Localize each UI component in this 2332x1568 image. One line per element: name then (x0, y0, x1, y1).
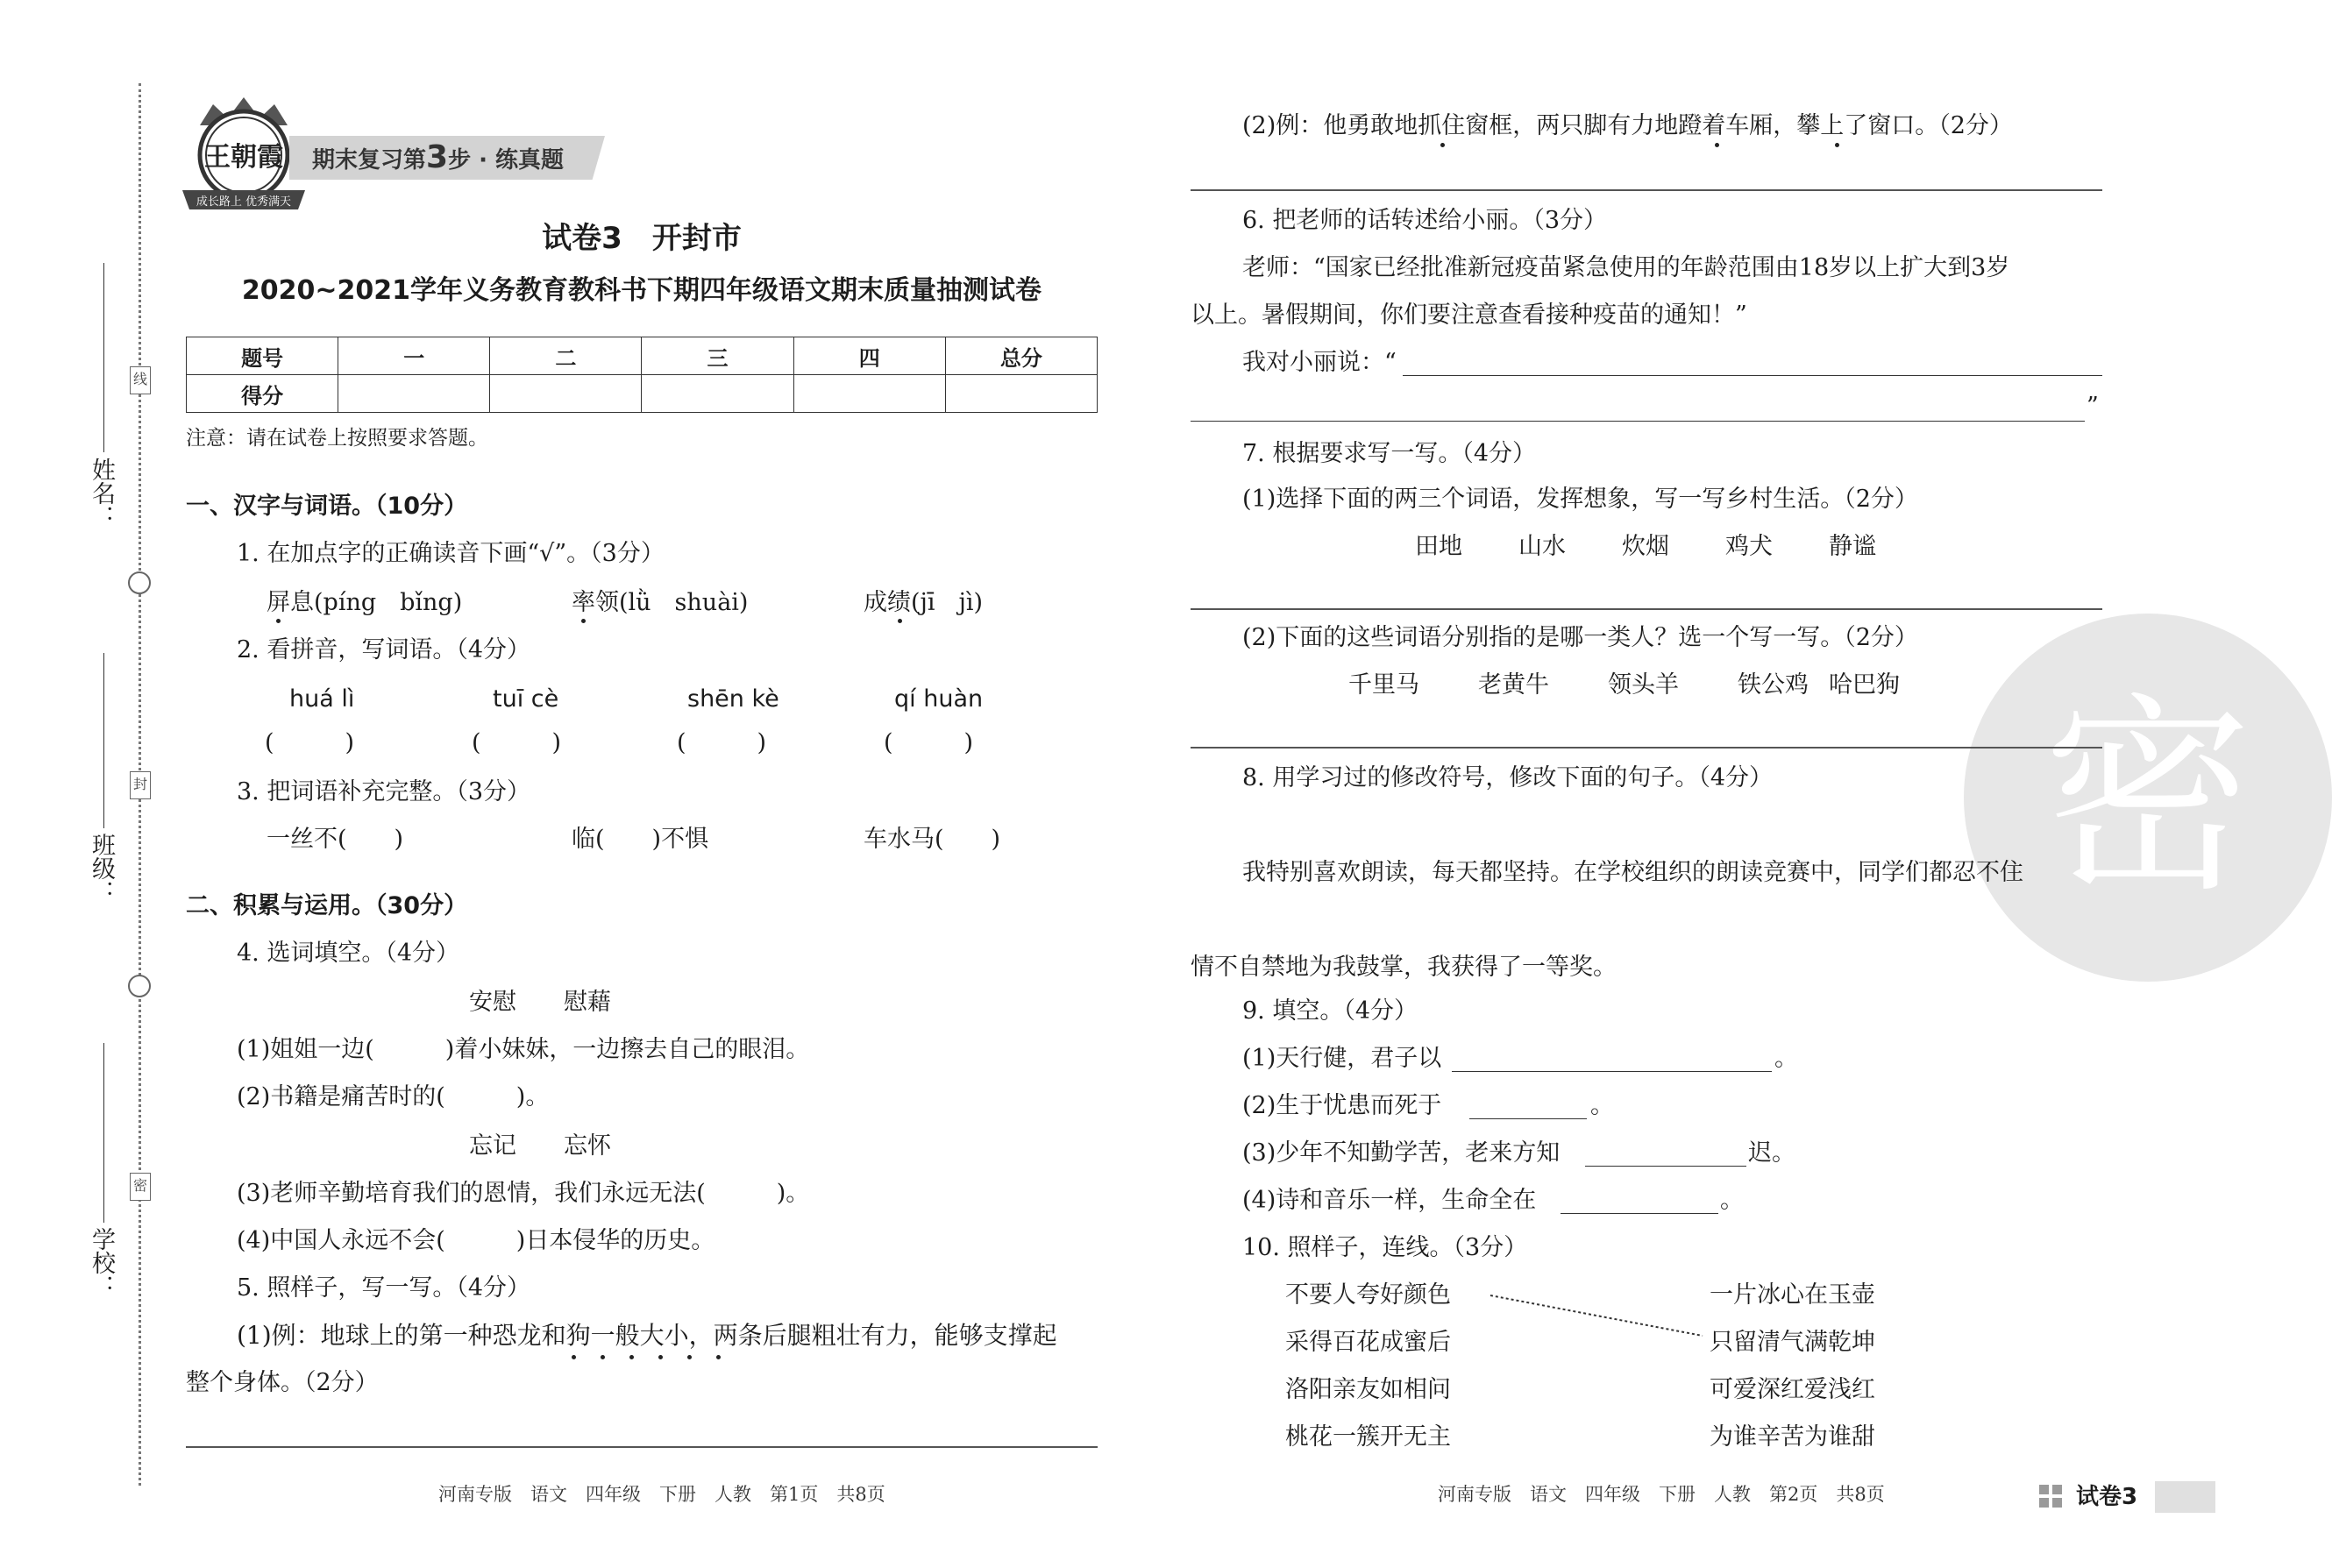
section-2-heading: 二、积累与运用。（30分） (186, 892, 468, 919)
q6-quote-line-a: 老师：“国家已经批准新冠疫苗紧急使用的年龄范围由18岁以上扩大到3岁 (1242, 254, 2010, 281)
q10-left-1[interactable]: 不要人夸好颜色 (1285, 1281, 1451, 1309)
q9-3-end: 迟。 (1748, 1139, 1795, 1167)
q9-2-end: 。 (1590, 1092, 1614, 1119)
seal-char-line: 线 (130, 366, 151, 394)
emphasis-dot (581, 619, 586, 623)
q7-2-word-5: 哈巴狗 (1829, 671, 1900, 699)
q6-answer-line-2[interactable] (1191, 421, 2085, 422)
q6-prompt: 6. 把老师的话转述给小丽。（3分） (1242, 207, 1608, 234)
q9-4-lead: (4)诗和音乐一样，生命全在 (1242, 1187, 1537, 1214)
seal-char-secret: 密 (130, 1173, 151, 1201)
class-field[interactable] (103, 653, 104, 828)
score-col-4: 四 (793, 337, 945, 375)
q7-2-prompt: (2)下面的这些词语分别指的是哪一类人？选一个写一写。（2分） (1242, 624, 1918, 651)
q3-prompt: 3. 把词语补充完整。（3分） (237, 778, 531, 805)
q2-pinyin-3: shēn kè (687, 685, 779, 713)
q8-prompt: 8. 用学习过的修改符号，修改下面的句子。（4分） (1242, 764, 1774, 791)
q8-sentence-line-a[interactable]: 我特别喜欢朗读，每天都坚持。在学校组织的朗读竞赛中，同学们都忍不住 (1242, 859, 2023, 886)
binding-hole-icon (128, 571, 151, 594)
score-table (186, 337, 1098, 413)
q5-2-answer-line[interactable] (1191, 189, 2102, 191)
emphasis-dot (1715, 143, 1719, 147)
exam-note: 注意：请在试卷上按照要求答题。 (186, 427, 488, 450)
q1-prompt: 1. 在加点字的正确读音下画“√”。（3分） (237, 540, 665, 567)
q4-prompt: 4. 选词填空。（4分） (237, 940, 460, 967)
q7-2-answer-line[interactable] (1191, 747, 2102, 749)
emphasis-dot (687, 1355, 692, 1359)
q4-item-4[interactable]: (4)中国人永远不会( )日本侵华的历史。 (237, 1227, 715, 1254)
q2-answer-2[interactable]: ( ) (472, 729, 562, 756)
q10-left-2[interactable]: 采得百花成蜜后 (1285, 1329, 1451, 1356)
score-table-header-row (187, 337, 1098, 375)
q9-3-blank[interactable] (1585, 1166, 1746, 1167)
emphasis-dot (658, 1355, 663, 1359)
footer-left: 河南专版 语文 四年级 下册 人教 第1页 共8页 (438, 1484, 885, 1505)
score-table-row (187, 375, 1098, 413)
q7-1-word-5: 静谧 (1829, 533, 1876, 560)
score-row-label: 得分 (187, 375, 338, 413)
q1-item-3: 成绩(jī jì) (864, 589, 984, 616)
q4-word-choices-a: 安慰 慰藉 (469, 989, 611, 1016)
score-cell-1[interactable] (338, 375, 490, 413)
emphasis-dot (898, 619, 902, 623)
emphasis-dot (629, 1355, 634, 1359)
q10-left-4[interactable]: 桃花一簇开无主 (1285, 1423, 1451, 1451)
section-1-heading: 一、汉字与词语。（10分） (186, 493, 468, 520)
paper-subtitle: 2020~2021学年义务教育教科书下期四年级语文期末质量抽测试卷 (241, 275, 1042, 306)
emphasis-dot (572, 1355, 576, 1359)
q7-1-word-1: 田地 (1415, 533, 1462, 560)
q4-item-2[interactable]: (2)书籍是痛苦时的( )。 (237, 1083, 550, 1110)
q7-prompt: 7. 根据要求写一写。（4分） (1242, 440, 1537, 467)
q4-item-3[interactable]: (3)老师辛勤培育我们的恩情，我们永远无法( )。 (237, 1180, 810, 1207)
q5-example-1-line-a: (1)例：地球上的第一种恐龙和狗一般大小，两条后腿粗壮有力，能够支撑起 (237, 1321, 1057, 1350)
school-field[interactable] (103, 1043, 104, 1223)
binding-hole-icon (128, 975, 151, 997)
q7-1-prompt: (1)选择下面的两三个词语，发挥想象，写一写乡村生活。（2分） (1242, 486, 1918, 513)
q9-2-lead: (2)生于忧患而死于 (1242, 1092, 1442, 1119)
q10-right-3[interactable]: 可爱深红爱浅红 (1710, 1376, 1875, 1403)
school-label: 学校： (88, 1227, 115, 1298)
q2-pinyin-4: qí huàn (894, 685, 984, 713)
grid-icon (2039, 1485, 2064, 1509)
q2-answer-1[interactable]: ( ) (265, 729, 355, 756)
q3-item-2[interactable]: 临( )不惧 (572, 826, 709, 853)
q7-1-answer-line[interactable] (1191, 608, 2102, 610)
q10-example-connector (1482, 1280, 1710, 1350)
q9-4-blank[interactable] (1561, 1213, 1718, 1214)
q1-item-2: 率领(lǜ shuài) (572, 589, 749, 616)
name-label: 姓名： (88, 458, 115, 529)
q9-4-end: 。 (1720, 1187, 1744, 1214)
q2-pinyin-1: huá lì (289, 685, 355, 713)
q9-1-lead: (1)天行健，君子以 (1242, 1045, 1442, 1072)
q2-answer-3[interactable]: ( ) (677, 729, 767, 756)
q5-answer-line[interactable] (186, 1446, 1098, 1448)
q9-1-end: 。 (1774, 1045, 1798, 1072)
seal-char-seal: 封 (130, 771, 151, 799)
q4-item-1[interactable]: (1)姐姐一边( )着小妹妹，一边擦去自己的眼泪。 (237, 1036, 810, 1063)
score-cell-2[interactable] (490, 375, 642, 413)
q5-prompt: 5. 照样子，写一写。（4分） (237, 1274, 531, 1302)
score-col-1: 一 (338, 337, 490, 375)
q10-left-3[interactable]: 洛阳亲友如相问 (1285, 1376, 1451, 1403)
logo-brand-text: 王朝霞 (204, 142, 283, 173)
q6-quote-line-b: 以上。暑假期间，你们要注意查看接种疫苗的通知！” (1191, 302, 1747, 329)
q1-item-1: 屏息(píng bǐng) (267, 589, 463, 616)
q6-answer-line-1[interactable] (1403, 375, 2102, 376)
tab-edge-bar (2155, 1481, 2215, 1513)
score-cell-4[interactable] (793, 375, 945, 413)
emphasis-dot (1440, 143, 1445, 147)
q7-2-word-1: 千里马 (1348, 671, 1419, 699)
paper-title: 试卷3 开封市 (542, 221, 742, 256)
q7-2-word-4: 铁公鸡 (1738, 671, 1809, 699)
q9-prompt: 9. 填空。（4分） (1242, 997, 1418, 1025)
q4-word-choices-b: 忘记 忘怀 (469, 1132, 611, 1160)
q7-2-word-3: 领头羊 (1608, 671, 1679, 699)
score-cell-total[interactable] (945, 375, 1097, 413)
q7-2-word-2: 老黄牛 (1478, 671, 1549, 699)
score-cell-3[interactable] (642, 375, 793, 413)
q10-right-4[interactable]: 为谁辛苦为谁甜 (1710, 1423, 1875, 1451)
score-col-label: 题号 (187, 337, 338, 375)
logo-motto-text: 成长路上 优秀满天 (196, 195, 292, 209)
q2-prompt: 2. 看拼音，写词语。（4分） (237, 636, 531, 663)
emphasis-dot (716, 1355, 721, 1359)
q9-3-lead: (3)少年不知勤学苦，老来方知 (1242, 1139, 1561, 1167)
score-col-total: 总分 (945, 337, 1097, 375)
q3-item-3[interactable]: 车水马( ) (864, 826, 1001, 853)
step-banner-text: 期末复习第3步 · 练真题 (312, 139, 565, 175)
q6-answer-lead: 我对小丽说：“ (1242, 349, 1397, 376)
q10-right-2[interactable]: 只留清气满乾坤 (1710, 1329, 1875, 1356)
q8-sentence-line-b[interactable]: 情不自禁地为我鼓掌，我获得了一等奖。 (1191, 954, 1617, 981)
q10-prompt: 10. 照样子，连线。（3分） (1242, 1234, 1528, 1261)
score-col-2: 二 (490, 337, 642, 375)
q2-pinyin-2: tuī cè (493, 685, 559, 713)
secret-watermark: 密 (1964, 614, 2332, 982)
emphasis-dot (601, 1355, 605, 1359)
q7-1-word-2: 山水 (1518, 533, 1566, 560)
q5-example-1-line-b: 整个身体。（2分） (186, 1369, 379, 1396)
q7-1-word-3: 炊烟 (1622, 533, 1669, 560)
emphasis-dot (1835, 143, 1839, 147)
q10-right-1[interactable]: 一片冰心在玉壶 (1710, 1281, 1875, 1309)
class-label: 班级： (88, 833, 115, 904)
score-col-3: 三 (642, 337, 793, 375)
paper-tab-label: 试卷3 (2076, 1484, 2138, 1510)
q6-close-quote: ” (2087, 393, 2099, 420)
q9-1-blank[interactable] (1452, 1071, 1772, 1072)
q5-example-2: (2)例：他勇敢地抓住窗框，两只脚有力地蹬着车厢，攀上了窗口。（2分） (1242, 112, 2013, 139)
q2-answer-4[interactable]: ( ) (884, 729, 974, 756)
q3-item-1[interactable]: 一丝不( ) (267, 826, 404, 853)
footer-right: 河南专版 语文 四年级 下册 人教 第2页 共8页 (1438, 1484, 1885, 1505)
q7-1-word-4: 鸡犬 (1725, 533, 1773, 560)
q9-2-blank[interactable] (1469, 1118, 1587, 1119)
emphasis-dot (276, 619, 281, 623)
